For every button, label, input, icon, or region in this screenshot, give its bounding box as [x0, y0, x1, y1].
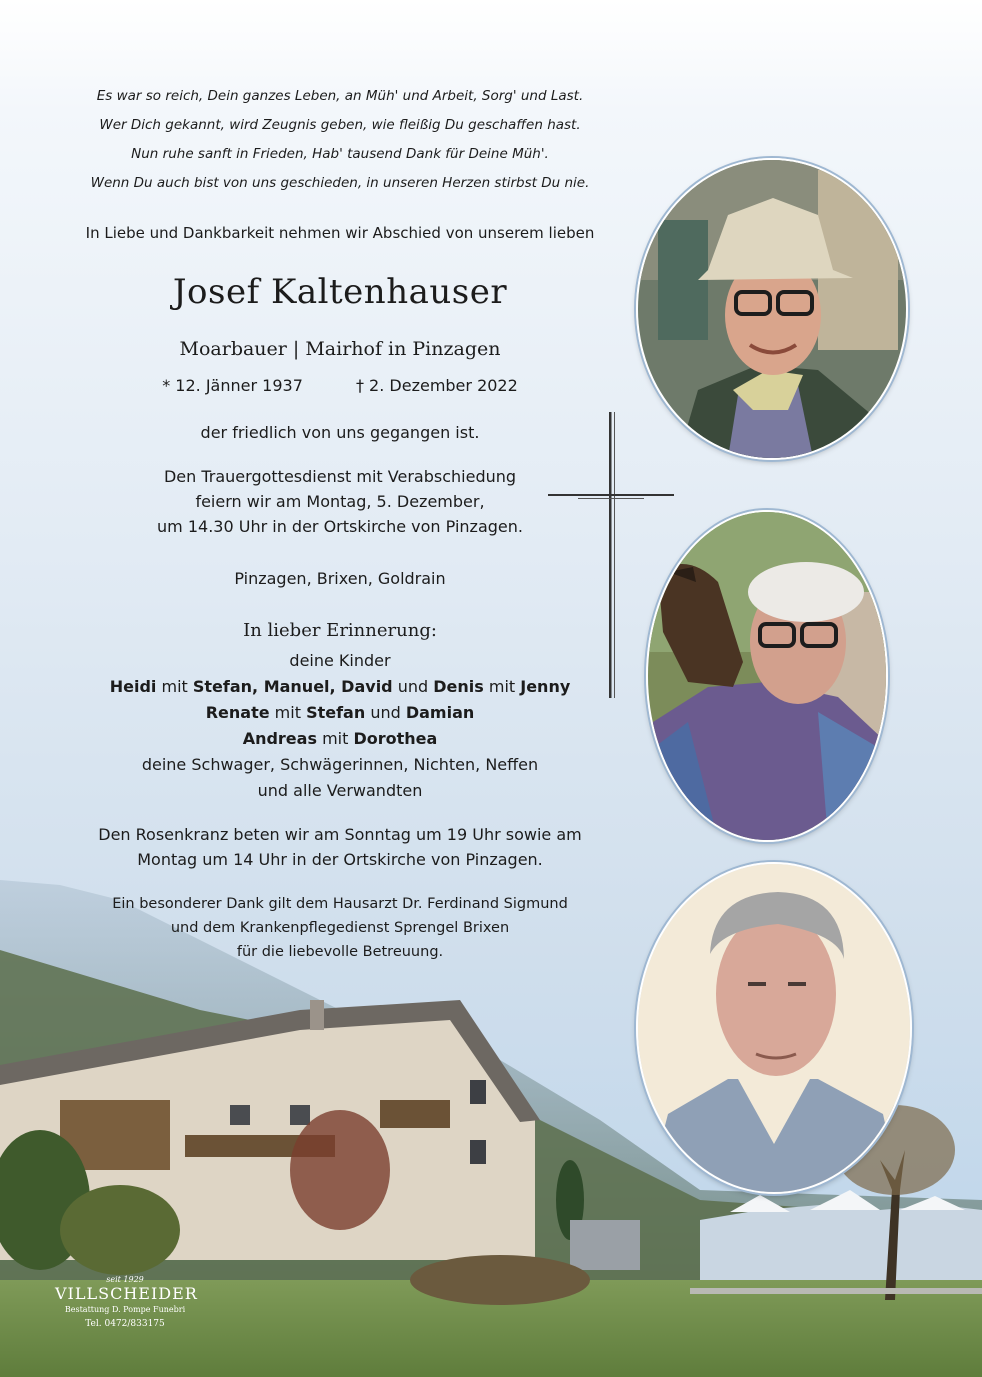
places-text: Pinzagen, Brixen, Goldrain [234, 569, 446, 588]
passed-text: der friedlich von uns gegangen ist. [200, 423, 480, 442]
service-line: Den Trauergottesdienst mit Verabschiedung [163, 467, 517, 486]
family-member: Jenny [520, 677, 571, 696]
thanks-text [40, 892, 640, 964]
connector: mit [483, 677, 521, 696]
memory-heading: In lieber Erinnerung: [243, 620, 437, 641]
family-member: Damian [405, 703, 475, 722]
family-member: Dorothea [353, 729, 438, 748]
family-line-2 [40, 700, 640, 726]
rosary-line: Montag um 14 Uhr in der Ortskirche von Pinzagen. [137, 850, 543, 869]
life-dates [40, 376, 640, 395]
connector: und [365, 703, 406, 722]
rosary-info [40, 822, 640, 872]
poem-line: Wenn Du auch bist von uns geschieden, in unseren Herzen stirbst Du nie. [90, 175, 590, 191]
poem-line: Wer Dich gekannt, wird Zeugnis geben, wie fleißig Du geschaffen hast. [99, 117, 581, 133]
family-line-3 [40, 726, 640, 752]
farm-subtitle: Moarbauer | Mairhof in Pinzagen [179, 338, 501, 360]
connector: mit [269, 703, 307, 722]
birth-date: * 12. Jänner 1937 [162, 376, 303, 395]
relatives-text: und alle Verwandten [257, 781, 423, 800]
family-member: Renate [205, 703, 270, 722]
thanks-line: und dem Krankenpflegedienst Sprengel Brixen [170, 920, 510, 936]
connector: mit [156, 677, 193, 696]
death-date: † 2. Dezember 2022 [355, 376, 518, 395]
deceased-name: Josef Kaltenhauser [172, 272, 508, 312]
family-member: Stefan [306, 703, 366, 722]
portrait-photo-hat [636, 158, 908, 460]
portrait-photo-older [636, 862, 912, 1194]
logo-phone: Tel. 0472/833175 [85, 1319, 165, 1329]
family-member: Stefan, Manuel, David [192, 677, 393, 696]
funeral-home-logo [55, 1275, 198, 1335]
poem-line: Nun ruhe sanft in Frieden, Hab' tausend Dank für Deine Müh'. [131, 146, 549, 162]
service-line: um 14.30 Uhr in der Ortskirche von Pinzagen. [157, 517, 523, 536]
service-line: feiern wir am Montag, 5. Dezember, [195, 492, 485, 511]
thanks-line: Ein besonderer Dank gilt dem Hausarzt Dr. Ferdinand Sigmund [112, 896, 568, 912]
connector: und [392, 677, 434, 696]
family-member: Andreas [242, 729, 317, 748]
logo-name: VILLSCHEIDER [55, 1284, 198, 1303]
children-intro: deine Kinder [289, 651, 391, 670]
family-member: Heidi [109, 677, 157, 696]
intro-text: In Liebe und Dankbarkeit nehmen wir Abschied von unserem lieben [85, 224, 595, 242]
portrait-photo-eagle [646, 510, 888, 842]
logo-subtitle: Bestattung D. Pompe Funebri [64, 1305, 186, 1314]
thanks-line: für die liebevolle Betreuung. [236, 944, 444, 960]
poem [40, 82, 640, 198]
logo-established: seit 1929 [106, 1275, 144, 1284]
connector: mit [316, 729, 354, 748]
poem-line: Es war so reich, Dein ganzes Leben, an Müh' und Arbeit, Sorg' und Last. [96, 88, 584, 104]
rosary-line: Den Rosenkranz beten wir am Sonntag um 19 Uhr sowie am [98, 825, 582, 844]
family-member: Denis [433, 677, 484, 696]
inlaws-text: deine Schwager, Schwägerinnen, Nichten, Neffen [141, 755, 539, 774]
